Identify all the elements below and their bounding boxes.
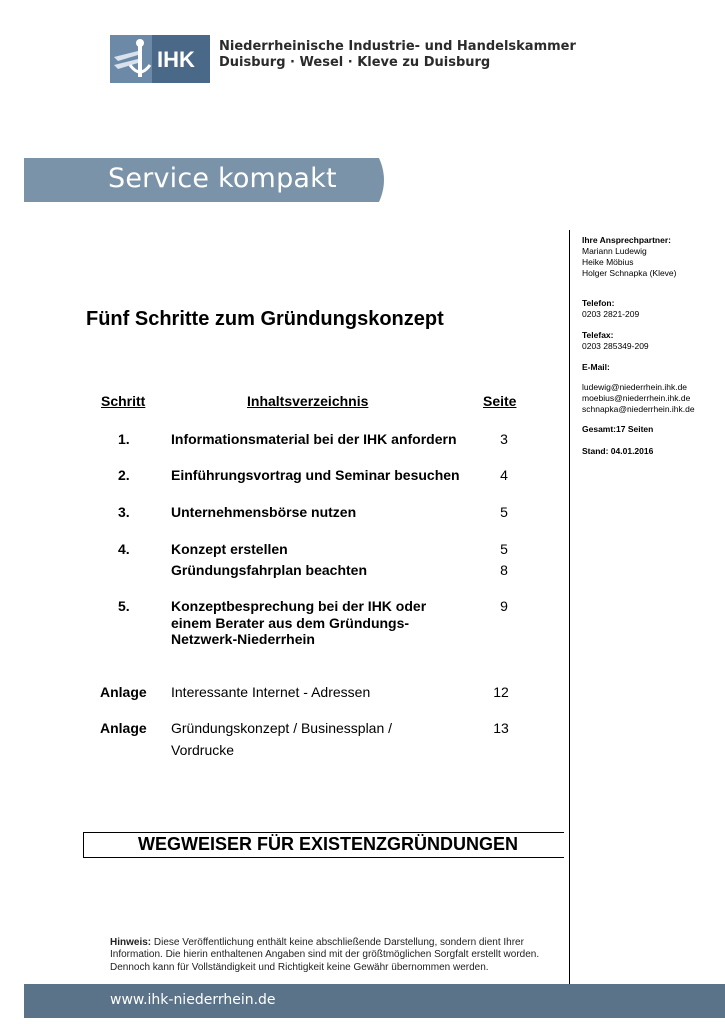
ihk-logo [110, 35, 210, 83]
fax-label: Telefax: [582, 330, 614, 340]
toc-page: 4 [500, 467, 508, 483]
annex-entry-line: Gründungskonzept / Businessplan / [171, 720, 393, 736]
annex-entry-line: Vordrucke [171, 742, 235, 758]
toc-page: 5 [500, 541, 508, 557]
document-date: Stand: 04.01.2016 [582, 446, 654, 456]
toc-entry: Informationsmaterial bei der IHK anfordern [171, 431, 457, 447]
phone-value: 0203 2821-209 [582, 309, 640, 319]
disclaimer-text: Information. Die hierin enthaltenen Angaben sind mit der größtmöglichen Sorgfalt erstellt worden. [110, 949, 540, 961]
page-title: Fünf Schritte zum Gründungskonzept [86, 308, 444, 330]
toc-step-number: 3. [118, 504, 130, 520]
toc-step-number: 2. [118, 467, 130, 483]
organization-name [219, 39, 576, 71]
total-pages: Gesamt:17 Seiten [582, 424, 654, 434]
contact-name: Heike Möbius [582, 257, 634, 267]
sidebar-divider [569, 230, 570, 988]
fax-value: 0203 285349-209 [582, 341, 649, 351]
toc-page: 5 [500, 504, 508, 520]
logo-text: IHK [157, 47, 195, 72]
annex-label: Anlage [100, 720, 147, 736]
toc-entry-line: Konzeptbesprechung bei der IHK oder [171, 598, 427, 614]
phone-label: Telefon: [582, 298, 615, 308]
org-line-1: Niederrheinische Industrie- und Handelskammer [219, 39, 576, 54]
annex-page: 13 [493, 720, 509, 736]
annex-entry [171, 717, 392, 761]
email-label: E-Mail: [582, 362, 610, 372]
toc-step-number: 4. [118, 541, 130, 557]
toc-entry-line: einem Berater aus dem Gründungs- [171, 614, 410, 631]
contacts-label: Ihre Ansprechpartner: [582, 235, 671, 245]
email-link[interactable]: ludewig@niederrhein.ihk.de [582, 382, 688, 392]
disclaimer [110, 937, 550, 974]
annex-page: 12 [493, 684, 509, 700]
toc-header-page: Seite [483, 393, 517, 409]
disclaimer-text: Dennoch kann für Vollständigkeit und Richtigkeit keine Gewähr übernommen werden. [110, 961, 489, 973]
toc-step-number: 5. [118, 598, 130, 614]
toc-header-step: Schritt [101, 393, 146, 409]
toc-entry: Konzept erstellen [171, 541, 288, 557]
org-line-2: Duisburg · Wesel · Kleve zu Duisburg [219, 55, 491, 70]
contact-name: Mariann Ludewig [582, 246, 647, 256]
toc-page: 9 [500, 598, 508, 614]
toc-page: 8 [500, 562, 508, 578]
disclaimer-text: Diese Veröffentlichung enthält keine abschließende Darstellung, sondern dient Ihrer [151, 937, 524, 948]
annex-label: Anlage [100, 684, 147, 700]
annex-entry: Interessante Internet - Adressen [171, 684, 371, 700]
toc-entry: Einführungsvortrag und Seminar besuchen [171, 467, 460, 483]
toc-entry-line: Netzwerk-Niederrhein [171, 631, 315, 647]
contact-name: Holger Schnapka (Kleve) [582, 268, 677, 278]
banner-title: Service kompakt [108, 163, 337, 194]
disclaimer-label: Hinweis: [110, 937, 152, 948]
wegweiser-heading: WEGWEISER FÜR EXISTENZGRÜNDUNGEN [137, 834, 518, 854]
toc-header-contents: Inhaltsverzeichnis [247, 393, 369, 409]
toc-entry [171, 598, 426, 648]
toc-entry: Unternehmensbörse nutzen [171, 504, 357, 520]
email-link[interactable]: moebius@niederrhein.ihk.de [582, 393, 691, 403]
toc-page: 3 [500, 431, 508, 447]
footer-url[interactable]: www.ihk-niederrhein.de [110, 992, 276, 1008]
toc-entry: Gründungsfahrplan beachten [171, 562, 368, 578]
email-link[interactable]: schnapka@niederrhein.ihk.de [582, 404, 695, 414]
toc-step-number: 1. [118, 431, 130, 447]
